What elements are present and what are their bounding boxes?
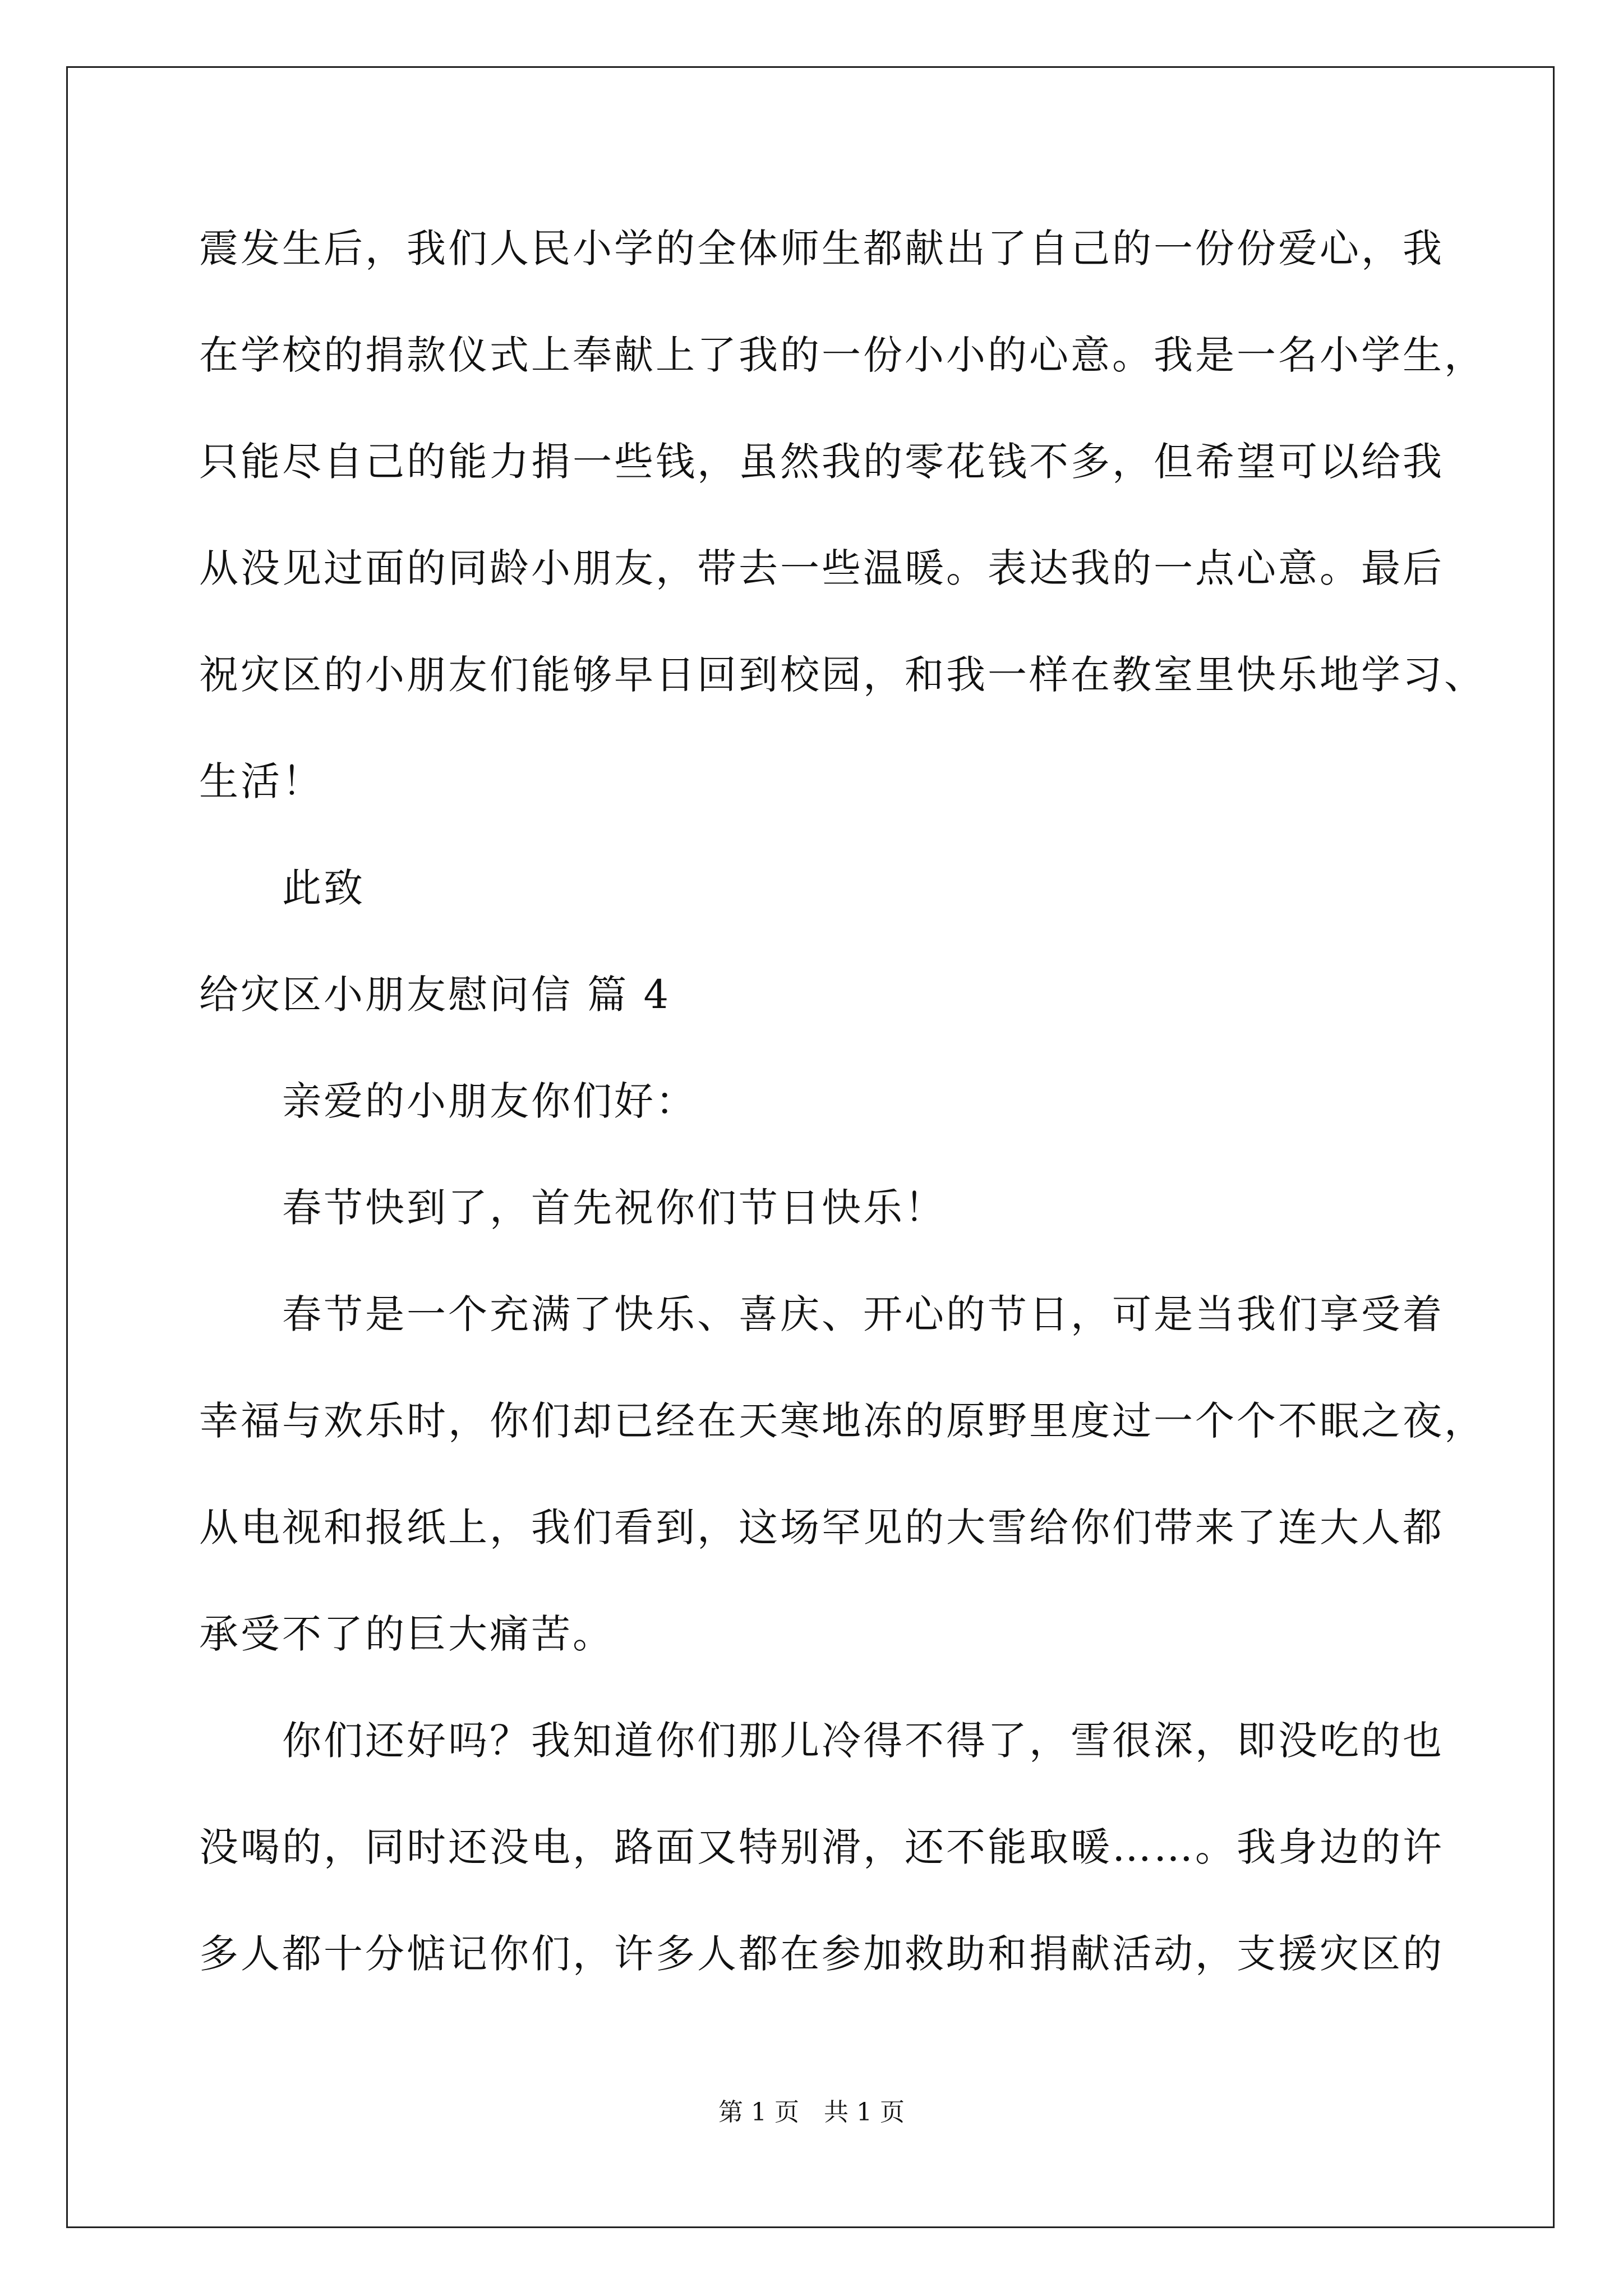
closing-salutation: 此致 xyxy=(282,865,365,911)
body-line: 在学校的捐款仪式上奉献上了我的一份小小的心意。我是一名小学生， xyxy=(199,332,1486,378)
body-line: 震发生后，我们人民小学的全体师生都献出了自己的一份份爱心，我 xyxy=(199,226,1444,272)
body-line: 从电视和报纸上，我们看到，这场罕见的大雪给你们带来了连大人都 xyxy=(199,1504,1444,1550)
body-line: 只能尽自己的能力捐一些钱，虽然我的零花钱不多，但希望可以给我 xyxy=(199,439,1444,485)
body-line: 生活！ xyxy=(199,758,324,804)
body-line: 幸福与欢乐时，你们却已经在天寒地冻的原野里度过一个个不眠之夜， xyxy=(199,1398,1486,1444)
body-line: 春节快到了，首先祝你们节日快乐！ xyxy=(282,1185,946,1231)
greeting-line: 亲爱的小朋友你们好： xyxy=(282,1078,697,1124)
section-heading: 给灾区小朋友慰问信 篇 4 xyxy=(199,972,671,1018)
body-line: 春节是一个充满了快乐、喜庆、开心的节日，可是当我们享受着 xyxy=(282,1291,1444,1337)
page-number-footer: 第 1 页 共 1 页 xyxy=(718,2098,905,2127)
body-line: 你们还好吗？我知道你们那儿冷得不得了，雪很深，即没吃的也 xyxy=(282,1718,1444,1764)
body-line: 从没见过面的同龄小朋友，带去一些温暖。表达我的一点心意。最后 xyxy=(199,545,1444,591)
page-border xyxy=(66,66,1555,2228)
body-line: 多人都十分惦记你们，许多人都在参加救助和捐献活动，支援灾区的 xyxy=(199,1931,1444,1977)
body-line: 祝灾区的小朋友们能够早日回到校园，和我一样在教室里快乐地学习、 xyxy=(199,652,1486,698)
body-line: 没喝的，同时还没电，路面又特别滑，还不能取暖……。我身边的许 xyxy=(199,1824,1444,1870)
body-line: 承受不了的巨大痛苦。 xyxy=(199,1611,614,1657)
